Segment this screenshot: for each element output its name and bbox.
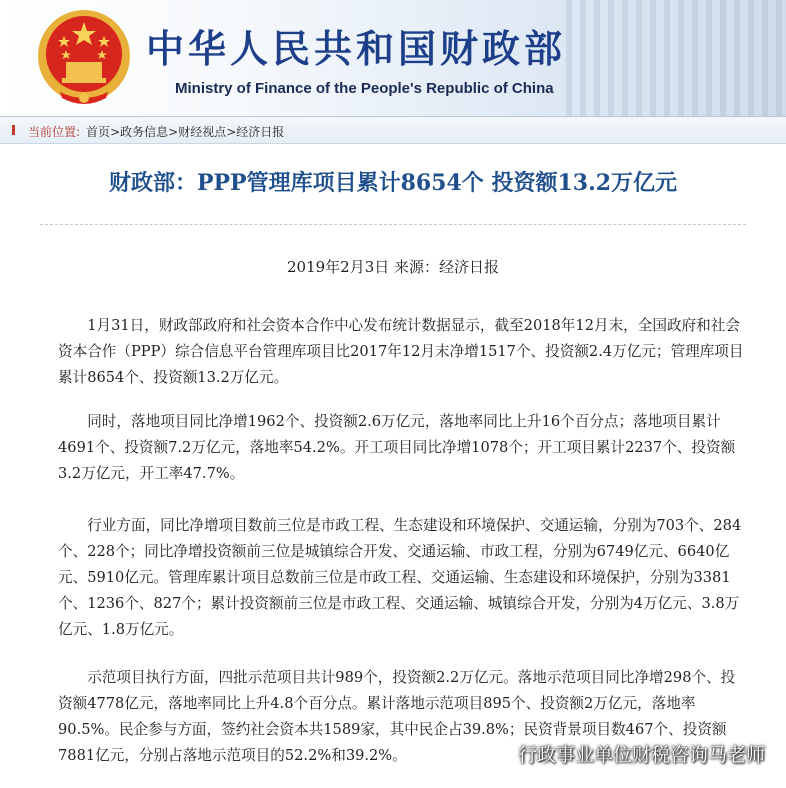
national-emblem-icon (36, 6, 132, 110)
article-paragraph: 示范项目执行方面，四批示范项目共计989个，投资额2.2万亿元。落地示范项目同比净增298个、投资额4778亿元，落地率同比上升4.8个百分点。累计落地示范项目895个、投资额2万亿元，落地率90.5%。民企参与方面，签约社会资本共1589家，其中民企占39.8%；民资背景项目数467个、投资额7881亿元，分别占落地示范项目的52.2%和39.2%。 (58, 669, 736, 764)
breadcrumb-label: 当前位置: (28, 125, 81, 139)
article-dateline: 2019年2月3日 来源：经济日报 (286, 258, 500, 276)
site-title-en: Ministry of Finance of the People's Republic of China (175, 80, 554, 97)
breadcrumb (0, 116, 786, 144)
breadcrumb-separator: > (226, 125, 237, 139)
breadcrumb-finance-viewpoint-link[interactable]: 财经视点 (178, 125, 227, 139)
breadcrumb-government-info-link[interactable]: 政务信息 (120, 125, 169, 139)
site-header (0, 0, 786, 116)
breadcrumb-home-link[interactable]: 首页 (86, 125, 111, 139)
wechat-icon (484, 744, 512, 768)
article-paragraph: 行业方面，同比净增项目数前三位是市政工程、生态建设和环境保护、交通运输，分别为703个、284个、228个；同比净增投资额前三位是城镇综合开发、交通运输、市政工程，分别为6749亿元、6640亿元、5910亿元。管理库累计项目总数前三位是市政工程、交通运输、生态建设和环境保护，分别为3381个、1236个、827个；累计投资额前三位是市政工程、交通运输、城镇综合开发，分别为4万亿元、3.8万亿元、1.8万亿元。 (58, 517, 742, 638)
breadcrumb-separator: > (110, 125, 121, 139)
watermark (484, 740, 765, 768)
article-paragraph: 1月31日，财政部政府和社会资本合作中心发布统计数据显示，截至2018年12月末，全国政府和社会资本合作（PPP）综合信息平台管理库项目比2017年12月末净增1517个、投资额2.4万亿元；管理库项目累计8654个、投资额13.2万亿元。 (58, 317, 744, 386)
breadcrumb-marker (12, 125, 15, 135)
watermark-text: 行政事业单位财税咨询马老师 (518, 744, 766, 766)
site-title-cn: 中华人民共和国财政部 (146, 27, 567, 71)
title-divider (40, 224, 746, 225)
article-paragraph: 同时，落地项目同比净增1962个、投资额2.6万亿元，落地率同比上升16个百分点；落地项目累计4691个、投资额7.2万亿元，落地率54.2%。开工项目同比净增1078个；开工项目累计2237个、投资额3.2万亿元，开工率47.7%。 (58, 413, 736, 482)
breadcrumb-economic-daily-link[interactable]: 经济日报 (236, 125, 285, 139)
breadcrumb-separator: > (168, 125, 179, 139)
article-title: 财政部：PPP管理库项目累计8654个 投资额13.2万亿元 (108, 170, 678, 196)
